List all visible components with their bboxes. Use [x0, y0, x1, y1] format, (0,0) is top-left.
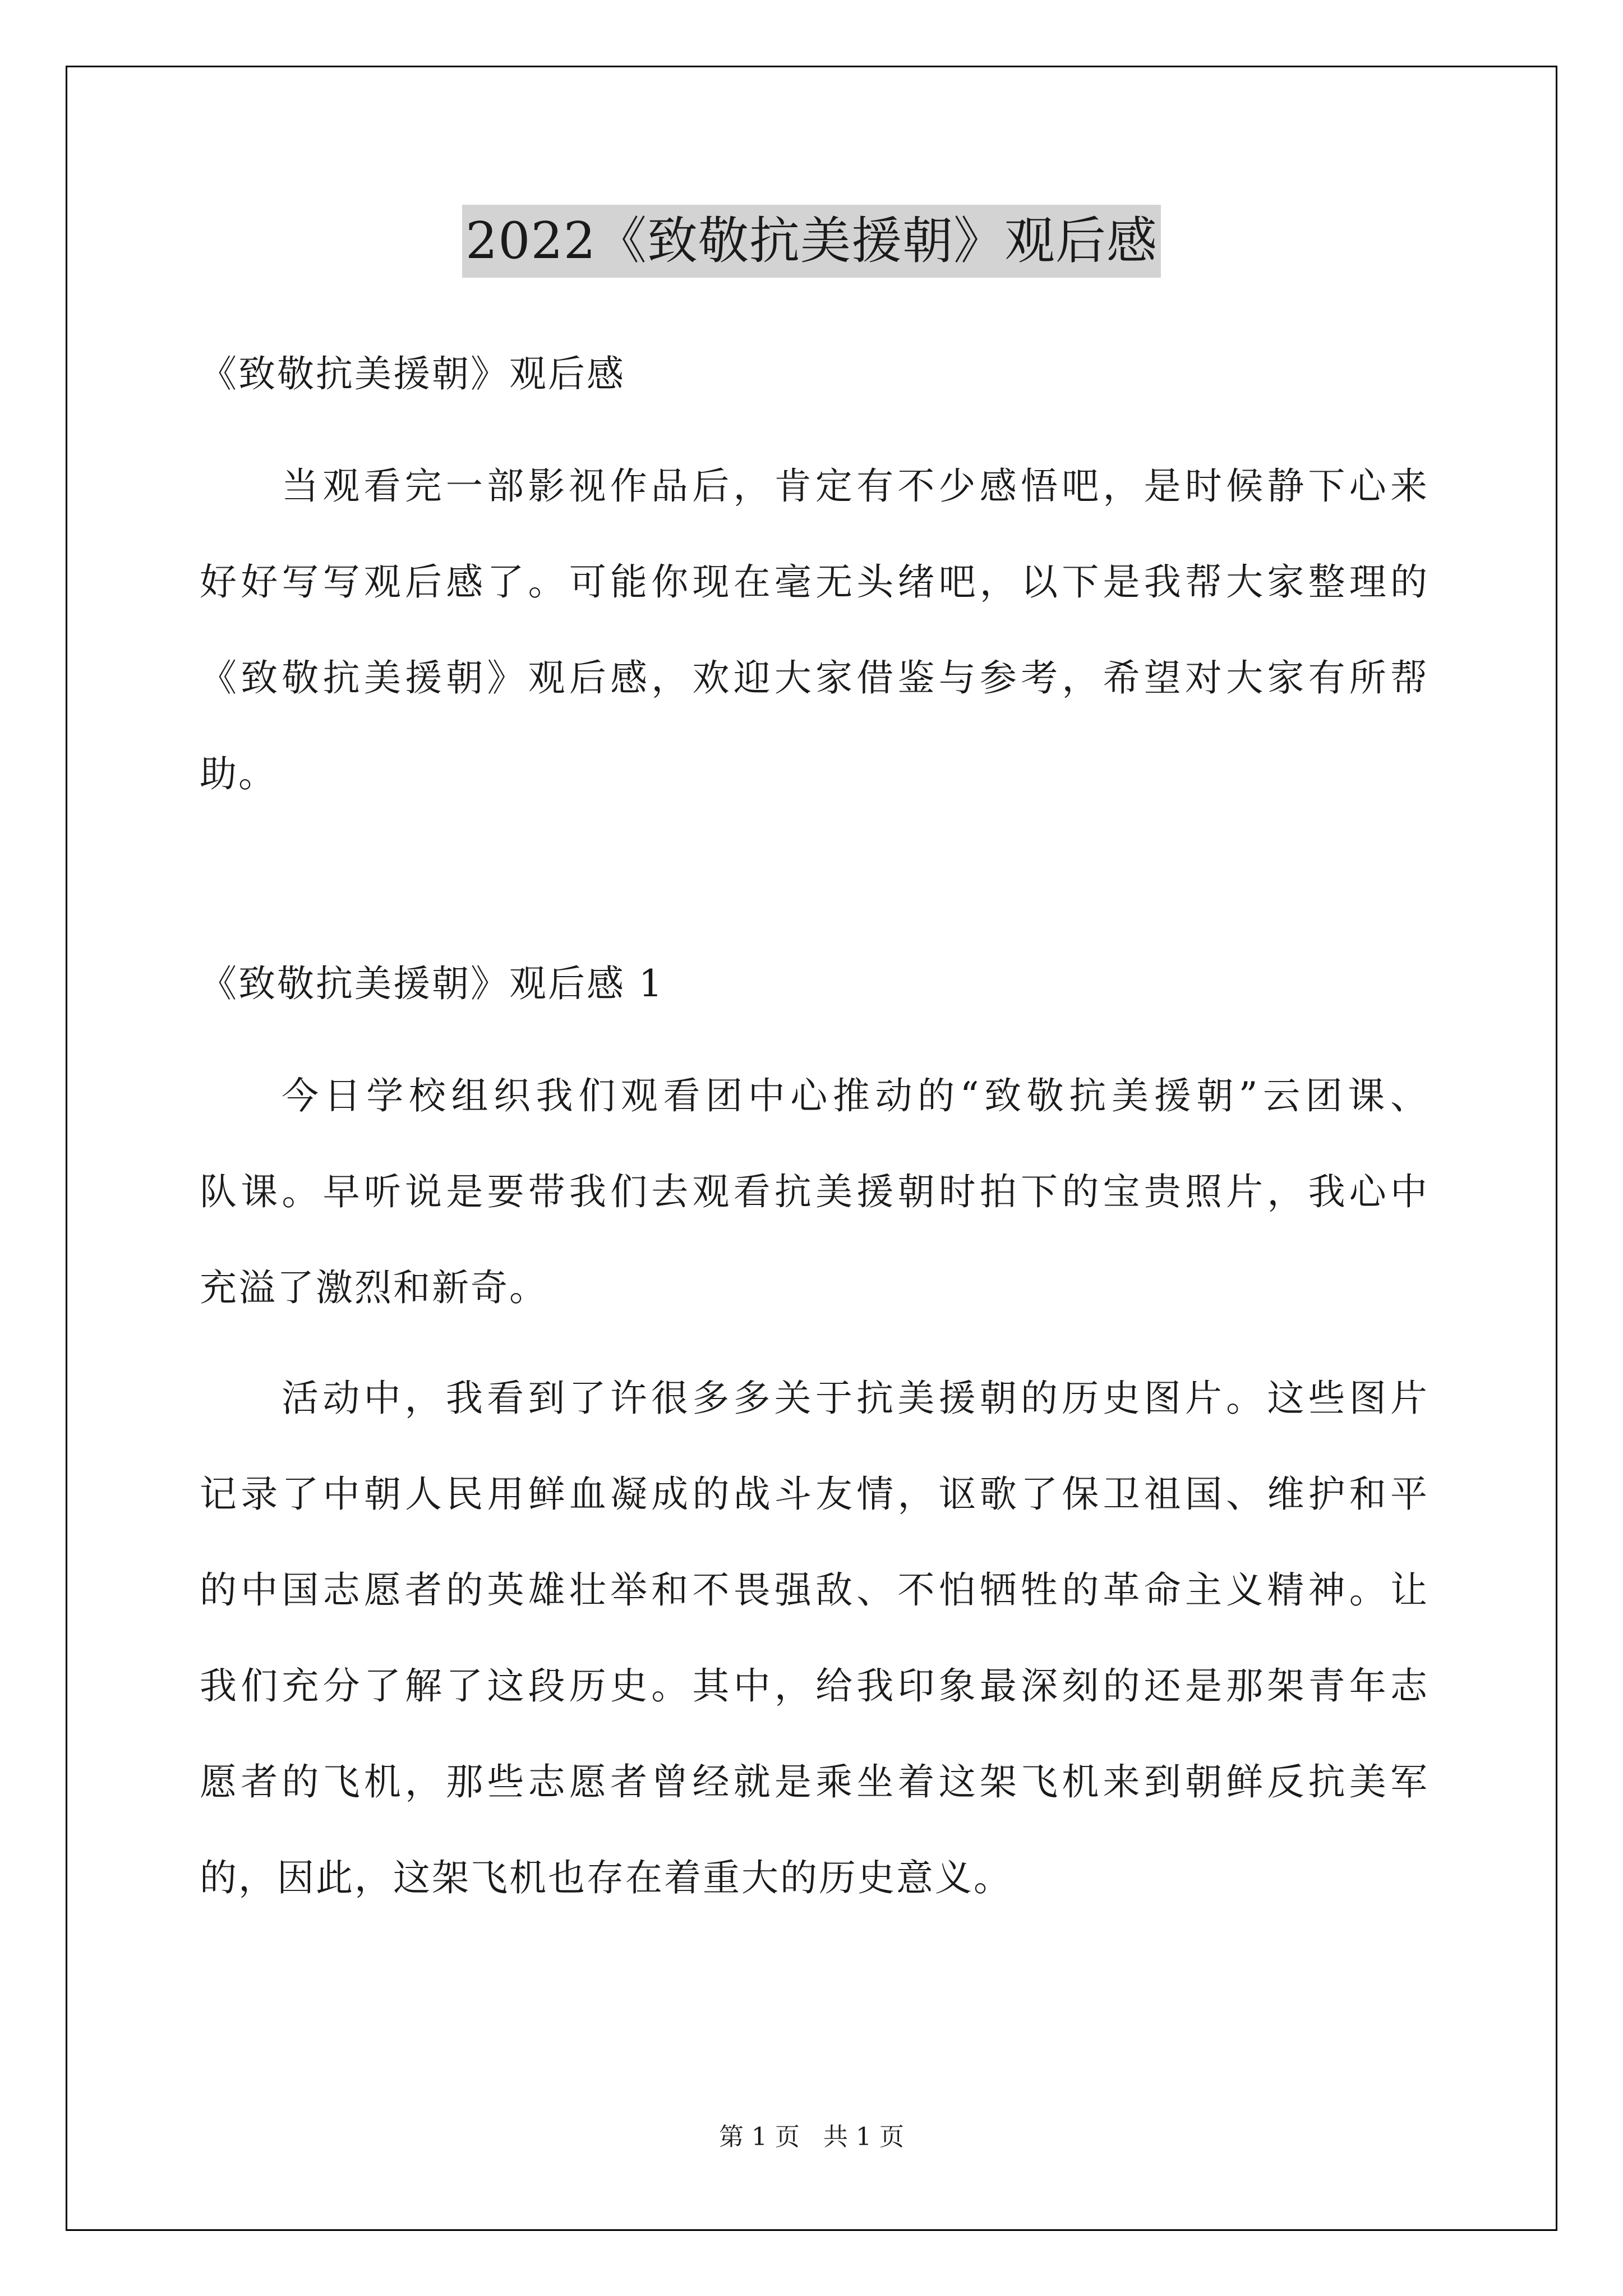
paragraph-line: 队课。早听说是要带我们去观看抗美援朝时拍下的宝贵照片，我心中: [200, 1170, 1429, 1213]
paragraph-line: 助。: [200, 752, 277, 795]
document-title-wrap: [0, 205, 1623, 278]
paragraph-line: 《致敬抗美援朝》观后感，欢迎大家借鉴与参考，希望对大家有所帮: [200, 656, 1429, 700]
paragraph-line: 充溢了激烈和新奇。: [200, 1266, 548, 1309]
section-heading: 《致敬抗美援朝》观后感 1: [200, 962, 664, 1005]
paragraph-line: 的中国志愿者的英雄壮举和不畏强敌、不怕牺牲的革命主义精神。让: [200, 1568, 1429, 1612]
paragraph-line: 好好写写观后感了。可能你现在毫无头绪吧，以下是我帮大家整理的: [200, 560, 1429, 604]
paragraph-line: 今日学校组织我们观看团中心推动的“致敬抗美援朝”云团课、: [282, 1074, 1429, 1117]
paragraph-line: 记录了中朝人民用鲜血凝成的战斗友情，讴歌了保卫祖国、维护和平: [200, 1473, 1429, 1516]
paragraph-line: 活动中，我看到了许很多多关于抗美援朝的历史图片。这些图片: [282, 1377, 1429, 1420]
paragraph-line: 我们充分了解了这段历史。其中，给我印象最深刻的还是那架青年志: [200, 1664, 1429, 1708]
section-heading: 《致敬抗美援朝》观后感: [200, 352, 625, 395]
page-footer: 第 1 页 共 1 页: [719, 2123, 904, 2151]
paragraph-line: 愿者的飞机，那些志愿者曾经就是乘坐着这架飞机来到朝鲜反抗美军: [200, 1760, 1429, 1803]
paragraph-line: 的，因此，这架飞机也存在着重大的历史意义。: [200, 1856, 1012, 1899]
paragraph-line: 当观看完一部影视作品后，肯定有不少感悟吧，是时候静下心来: [282, 464, 1429, 508]
document-title: 2022《致敬抗美援朝》观后感: [462, 205, 1161, 278]
